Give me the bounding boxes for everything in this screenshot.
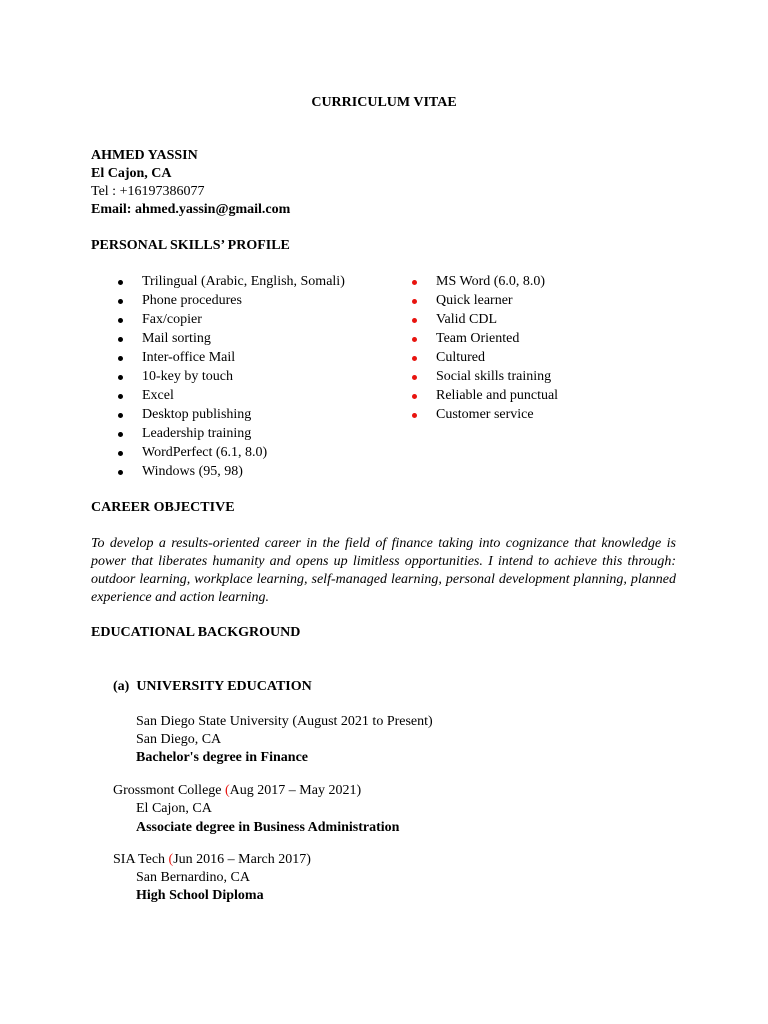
- bullet-icon: [412, 375, 417, 380]
- skill-item: [115, 310, 345, 329]
- skill-label: Fax/copier: [142, 312, 202, 328]
- skills-list-right: [409, 272, 558, 424]
- bullet-icon: [118, 318, 123, 323]
- education-entry-degree: Associate degree in Business Administration: [136, 820, 400, 835]
- bullet-icon: [118, 299, 123, 304]
- bullet-icon: [118, 413, 123, 418]
- skill-label: Phone procedures: [142, 293, 242, 309]
- bullet-icon: [412, 318, 417, 323]
- bullet-icon: [412, 337, 417, 342]
- skill-label: Quick learner: [436, 293, 513, 309]
- skill-label: MS Word (6.0, 8.0): [436, 274, 546, 289]
- education-heading: EDUCATIONAL BACKGROUND: [91, 625, 301, 640]
- skill-item: [409, 405, 558, 424]
- skill-item: [409, 310, 558, 329]
- bullet-icon: [412, 413, 417, 418]
- skill-item: [115, 424, 345, 443]
- applicant-phone: Tel : +16197386077: [91, 184, 205, 199]
- bullet-icon: [118, 280, 123, 285]
- skill-item: [115, 348, 345, 367]
- education-entry-school: Grossmont College (Aug 2017 – May 2021): [113, 783, 362, 798]
- skill-item: [409, 291, 558, 310]
- skill-label: Desktop publishing: [142, 407, 252, 423]
- skills-list-left: [115, 272, 345, 482]
- bullet-icon: [412, 356, 417, 361]
- skill-item: [115, 405, 345, 424]
- skill-item: [115, 443, 345, 462]
- skill-label: Cultured: [436, 350, 485, 366]
- skill-label: WordPerfect (6.1, 8.0): [142, 445, 268, 461]
- education-entry-school: San Diego State University (August 2021 to Present): [136, 714, 433, 729]
- skill-item: [115, 367, 345, 386]
- skill-item: [115, 329, 345, 348]
- bullet-icon: [118, 432, 123, 437]
- education-entry-location: San Bernardino, CA: [136, 870, 250, 885]
- bullet-icon: [118, 470, 123, 475]
- skill-item: [409, 367, 558, 386]
- bullet-icon: [118, 356, 123, 361]
- skill-item: [115, 386, 345, 405]
- skill-label: Reliable and punctual: [436, 388, 559, 404]
- education-entry-degree: High School Diploma: [136, 888, 264, 903]
- bullet-icon: [412, 394, 417, 399]
- skill-item: [115, 291, 345, 310]
- skill-item: [409, 272, 558, 291]
- skill-item: [115, 462, 345, 481]
- skill-item: [409, 329, 558, 348]
- objective-paragraph: To develop a results-oriented career in the field of finance taking into cognizance that knowledge is power that liberates humanity and opens up limitless opportunities. I intend to achieve this through: outdoor learning, workplace learning, self-managed learning, personal development planning, planned experience and action learning.: [91, 536, 676, 605]
- skills-heading: PERSONAL SKILLS’ PROFILE: [91, 238, 290, 253]
- bullet-icon: [118, 394, 123, 399]
- objective-heading: CAREER OBJECTIVE: [91, 500, 235, 515]
- skill-label: Trilingual (Arabic, English, Somali): [142, 274, 345, 289]
- applicant-name: AHMED YASSIN: [91, 148, 198, 163]
- skill-label: 10-key by touch: [142, 369, 233, 385]
- education-entry-school: SIA Tech (Jun 2016 – March 2017): [113, 852, 311, 867]
- applicant-email: Email: ahmed.yassin@gmail.com: [91, 202, 291, 217]
- bullet-icon: [412, 280, 417, 285]
- skill-label: Windows (95, 98): [142, 464, 243, 480]
- university-subheading: (a) UNIVERSITY EDUCATION: [113, 679, 312, 694]
- bullet-icon: [118, 375, 123, 380]
- bullet-icon: [412, 299, 417, 304]
- skill-label: Customer service: [436, 407, 534, 423]
- education-entry-location: El Cajon, CA: [136, 801, 212, 816]
- skill-label: Social skills training: [436, 369, 552, 385]
- skill-label: Team Oriented: [436, 331, 520, 347]
- skill-item: [409, 348, 558, 367]
- document-title: CURRICULUM VITAE: [311, 95, 457, 110]
- applicant-location: El Cajon, CA: [91, 166, 172, 181]
- education-entry-degree: Bachelor's degree in Finance: [136, 750, 308, 765]
- bullet-icon: [118, 337, 123, 342]
- skill-label: Leadership training: [142, 426, 252, 442]
- bullet-icon: [118, 451, 123, 456]
- education-entry-location: San Diego, CA: [136, 732, 222, 747]
- skill-label: Excel: [142, 388, 174, 404]
- skill-label: Valid CDL: [436, 312, 498, 328]
- skill-item: [409, 386, 558, 405]
- skill-item: [115, 272, 345, 291]
- skill-label: Mail sorting: [142, 331, 211, 347]
- skill-label: Inter-office Mail: [142, 350, 236, 366]
